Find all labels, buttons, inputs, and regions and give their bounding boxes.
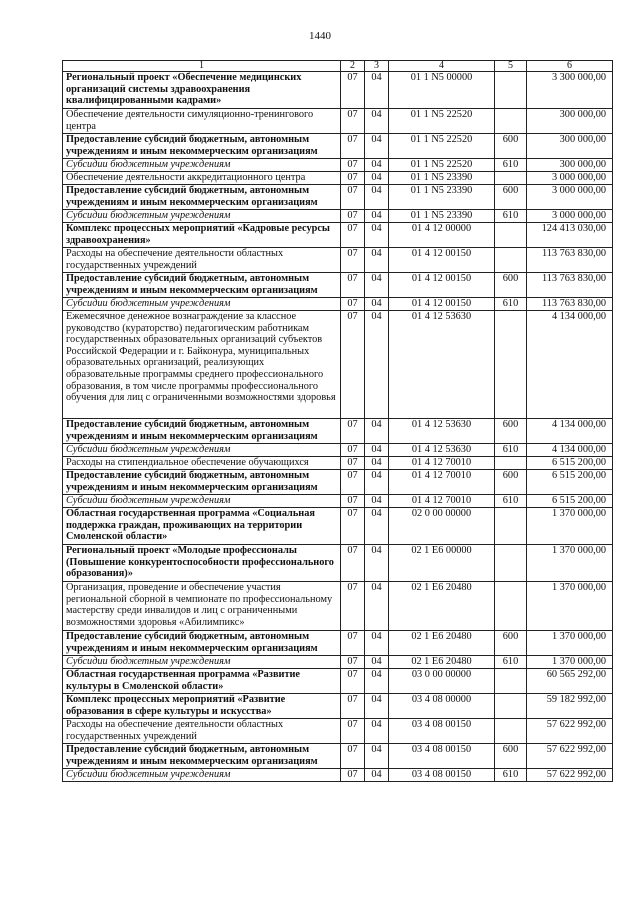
amount-cell: 60 565 292,00 xyxy=(527,669,613,694)
table-row xyxy=(63,631,613,656)
section-code-cell: 07 xyxy=(341,444,365,457)
header-cell-1: 1 xyxy=(63,61,341,72)
target-article-cell: 01 4 12 70010 xyxy=(389,470,495,495)
amount-cell: 300 000,00 xyxy=(527,159,613,172)
section-code-cell: 07 xyxy=(341,744,365,769)
expense-type-cell: 600 xyxy=(495,185,527,210)
expense-type-cell xyxy=(495,72,527,109)
amount-cell: 4 134 000,00 xyxy=(527,444,613,457)
section-code-cell: 07 xyxy=(341,223,365,248)
section-code-cell: 07 xyxy=(341,210,365,223)
table-row xyxy=(63,457,613,470)
expense-type-cell: 610 xyxy=(495,769,527,782)
target-article-cell: 01 4 12 70010 xyxy=(389,457,495,470)
target-article-cell: 01 4 12 70010 xyxy=(389,495,495,508)
target-article-cell: 03 4 08 00000 xyxy=(389,694,495,719)
section-code-cell: 07 xyxy=(341,273,365,298)
target-article-cell: 01 1 N5 22520 xyxy=(389,159,495,172)
expense-type-cell xyxy=(495,248,527,273)
section-code-cell: 07 xyxy=(341,656,365,669)
subsection-code-cell: 04 xyxy=(365,744,389,769)
target-article-cell: 01 4 12 00150 xyxy=(389,248,495,273)
subsection-code-cell: 04 xyxy=(365,185,389,210)
table-row xyxy=(63,444,613,457)
row-name-cell: Расходы на обеспечение деятельности областных государственных учреждений xyxy=(63,248,341,273)
table-row xyxy=(63,694,613,719)
table-row xyxy=(63,582,613,631)
expense-type-cell: 610 xyxy=(495,298,527,311)
amount-cell: 1 370 000,00 xyxy=(527,582,613,631)
amount-cell: 57 622 992,00 xyxy=(527,744,613,769)
row-name-cell: Областная государственная программа «Развитие культуры в Смоленской области» xyxy=(63,669,341,694)
subsection-code-cell: 04 xyxy=(365,508,389,545)
section-code-cell: 07 xyxy=(341,185,365,210)
target-article-cell: 01 4 12 00000 xyxy=(389,223,495,248)
expense-type-cell: 600 xyxy=(495,744,527,769)
section-code-cell: 07 xyxy=(341,508,365,545)
amount-cell: 300 000,00 xyxy=(527,109,613,134)
expense-type-cell: 610 xyxy=(495,159,527,172)
row-name-cell: Предоставление субсидий бюджетным, автономным учреждениям и иным некоммерческим организациям xyxy=(63,134,341,159)
expense-type-cell xyxy=(495,457,527,470)
amount-cell: 113 763 830,00 xyxy=(527,298,613,311)
table-row xyxy=(63,172,613,185)
subsection-code-cell: 04 xyxy=(365,582,389,631)
amount-cell: 6 515 200,00 xyxy=(527,470,613,495)
target-article-cell: 03 0 00 00000 xyxy=(389,669,495,694)
expense-type-cell: 600 xyxy=(495,134,527,159)
row-name-cell: Субсидии бюджетным учреждениям xyxy=(63,444,341,457)
expense-type-cell xyxy=(495,311,527,419)
row-name-cell: Предоставление субсидий бюджетным, автономным учреждениям и иным некоммерческим организациям xyxy=(63,470,341,495)
section-code-cell: 07 xyxy=(341,669,365,694)
amount-cell: 1 370 000,00 xyxy=(527,545,613,582)
subsection-code-cell: 04 xyxy=(365,210,389,223)
amount-cell: 4 134 000,00 xyxy=(527,311,613,419)
amount-cell: 3 300 000,00 xyxy=(527,72,613,109)
section-code-cell: 07 xyxy=(341,159,365,172)
expense-type-cell xyxy=(495,508,527,545)
expense-type-cell xyxy=(495,223,527,248)
header-cell-3: 3 xyxy=(365,61,389,72)
subsection-code-cell: 04 xyxy=(365,457,389,470)
target-article-cell: 02 1 Е6 20480 xyxy=(389,582,495,631)
amount-cell: 3 000 000,00 xyxy=(527,185,613,210)
row-name-cell: Обеспечение деятельности аккредитационного центра xyxy=(63,172,341,185)
expense-type-cell xyxy=(495,719,527,744)
table-row xyxy=(63,134,613,159)
header-cell-2: 2 xyxy=(341,61,365,72)
subsection-code-cell: 04 xyxy=(365,298,389,311)
amount-cell: 3 000 000,00 xyxy=(527,210,613,223)
row-name-cell: Областная государственная программа «Социальная поддержка граждан, проживающих на территории Смоленской области» xyxy=(63,508,341,545)
subsection-code-cell: 04 xyxy=(365,273,389,298)
table-row xyxy=(63,159,613,172)
row-name-cell: Расходы на стипендиальное обеспечение обучающихся xyxy=(63,457,341,470)
expense-type-cell xyxy=(495,109,527,134)
expense-type-cell: 610 xyxy=(495,495,527,508)
section-code-cell: 07 xyxy=(341,248,365,273)
section-code-cell: 07 xyxy=(341,694,365,719)
subsection-code-cell: 04 xyxy=(365,656,389,669)
table-header-row xyxy=(63,61,613,72)
section-code-cell: 07 xyxy=(341,72,365,109)
row-name-cell: Субсидии бюджетным учреждениям xyxy=(63,769,341,782)
target-article-cell: 01 1 N5 23390 xyxy=(389,172,495,185)
subsection-code-cell: 04 xyxy=(365,159,389,172)
expense-type-cell: 600 xyxy=(495,419,527,444)
target-article-cell: 01 1 N5 23390 xyxy=(389,210,495,223)
section-code-cell: 07 xyxy=(341,419,365,444)
amount-cell: 6 515 200,00 xyxy=(527,457,613,470)
amount-cell: 1 370 000,00 xyxy=(527,631,613,656)
subsection-code-cell: 04 xyxy=(365,719,389,744)
amount-cell: 6 515 200,00 xyxy=(527,495,613,508)
amount-cell: 57 622 992,00 xyxy=(527,719,613,744)
table-row xyxy=(63,495,613,508)
section-code-cell: 07 xyxy=(341,719,365,744)
table-row xyxy=(63,185,613,210)
table-row xyxy=(63,223,613,248)
row-name-cell: Ежемесячное денежное вознаграждение за классное руководство (кураторство) педагогическим работникам государственных образовательных организаций субъектов Российской Федерации и г. Байконура, муниципальных образовательных организаций, реализующих образовательные программы среднего профессионального образования, в том числе программы профессионального обучения для лиц с ограниченными возможностями здоровья xyxy=(63,311,341,419)
target-article-cell: 01 1 N5 00000 xyxy=(389,72,495,109)
subsection-code-cell: 04 xyxy=(365,311,389,419)
row-name-cell: Предоставление субсидий бюджетным, автономным учреждениям и иным некоммерческим организациям xyxy=(63,631,341,656)
row-name-cell: Субсидии бюджетным учреждениям xyxy=(63,656,341,669)
header-cell-4: 4 xyxy=(389,61,495,72)
row-name-cell: Предоставление субсидий бюджетным, автономным учреждениям и иным некоммерческим организациям xyxy=(63,185,341,210)
section-code-cell: 07 xyxy=(341,631,365,656)
subsection-code-cell: 04 xyxy=(365,223,389,248)
table-row xyxy=(63,311,613,419)
table-row xyxy=(63,109,613,134)
page-number: 1440 xyxy=(309,30,331,42)
target-article-cell: 01 1 N5 22520 xyxy=(389,109,495,134)
table-row xyxy=(63,298,613,311)
expense-type-cell xyxy=(495,582,527,631)
target-article-cell: 01 4 12 00150 xyxy=(389,298,495,311)
target-article-cell: 03 4 08 00150 xyxy=(389,769,495,782)
amount-cell: 1 370 000,00 xyxy=(527,656,613,669)
subsection-code-cell: 04 xyxy=(365,248,389,273)
subsection-code-cell: 04 xyxy=(365,172,389,185)
subsection-code-cell: 04 xyxy=(365,669,389,694)
section-code-cell: 07 xyxy=(341,457,365,470)
row-name-cell: Субсидии бюджетным учреждениям xyxy=(63,159,341,172)
amount-cell: 59 182 992,00 xyxy=(527,694,613,719)
subsection-code-cell: 04 xyxy=(365,631,389,656)
section-code-cell: 07 xyxy=(341,134,365,159)
row-name-cell: Обеспечение деятельности симуляционно-тренингового центра xyxy=(63,109,341,134)
target-article-cell: 01 4 12 53630 xyxy=(389,419,495,444)
table-row xyxy=(63,656,613,669)
target-article-cell: 01 1 N5 23390 xyxy=(389,185,495,210)
section-code-cell: 07 xyxy=(341,311,365,419)
expense-type-cell xyxy=(495,172,527,185)
amount-cell: 124 413 030,00 xyxy=(527,223,613,248)
target-article-cell: 01 1 N5 22520 xyxy=(389,134,495,159)
amount-cell: 3 000 000,00 xyxy=(527,172,613,185)
row-name-cell: Субсидии бюджетным учреждениям xyxy=(63,298,341,311)
table-row xyxy=(63,248,613,273)
target-article-cell: 03 4 08 00150 xyxy=(389,744,495,769)
amount-cell: 1 370 000,00 xyxy=(527,508,613,545)
row-name-cell: Расходы на обеспечение деятельности областных государственных учреждений xyxy=(63,719,341,744)
header-cell-6: 6 xyxy=(527,61,613,72)
subsection-code-cell: 04 xyxy=(365,109,389,134)
table-row xyxy=(63,744,613,769)
amount-cell: 113 763 830,00 xyxy=(527,273,613,298)
table-row xyxy=(63,669,613,694)
row-name-cell: Предоставление субсидий бюджетным, автономным учреждениям и иным некоммерческим организациям xyxy=(63,744,341,769)
expense-type-cell xyxy=(495,669,527,694)
section-code-cell: 07 xyxy=(341,172,365,185)
section-code-cell: 07 xyxy=(341,470,365,495)
expense-type-cell: 610 xyxy=(495,444,527,457)
table-row xyxy=(63,545,613,582)
amount-cell: 300 000,00 xyxy=(527,134,613,159)
target-article-cell: 01 4 12 53630 xyxy=(389,444,495,457)
target-article-cell: 02 1 Е6 00000 xyxy=(389,545,495,582)
target-article-cell: 02 0 00 00000 xyxy=(389,508,495,545)
table-row xyxy=(63,72,613,109)
expense-type-cell: 610 xyxy=(495,656,527,669)
target-article-cell: 01 4 12 53630 xyxy=(389,311,495,419)
subsection-code-cell: 04 xyxy=(365,769,389,782)
target-article-cell: 02 1 Е6 20480 xyxy=(389,631,495,656)
table-row xyxy=(63,273,613,298)
section-code-cell: 07 xyxy=(341,109,365,134)
expense-type-cell: 600 xyxy=(495,631,527,656)
expense-type-cell: 600 xyxy=(495,470,527,495)
row-name-cell: Комплекс процессных мероприятий «Кадровые ресурсы здравоохранения» xyxy=(63,223,341,248)
section-code-cell: 07 xyxy=(341,769,365,782)
table-row xyxy=(63,419,613,444)
subsection-code-cell: 04 xyxy=(365,545,389,582)
expense-type-cell xyxy=(495,694,527,719)
expense-type-cell xyxy=(495,545,527,582)
subsection-code-cell: 04 xyxy=(365,444,389,457)
amount-cell: 4 134 000,00 xyxy=(527,419,613,444)
subsection-code-cell: 04 xyxy=(365,134,389,159)
subsection-code-cell: 04 xyxy=(365,419,389,444)
subsection-code-cell: 04 xyxy=(365,72,389,109)
table-row xyxy=(63,769,613,782)
section-code-cell: 07 xyxy=(341,582,365,631)
row-name-cell: Комплекс процессных мероприятий «Развитие образования в сфере культуры и искусства» xyxy=(63,694,341,719)
expense-type-cell: 610 xyxy=(495,210,527,223)
section-code-cell: 07 xyxy=(341,298,365,311)
table-row xyxy=(63,719,613,744)
row-name-cell: Организация, проведение и обеспечение участия региональной сборной в чемпионате по профессиональному мастерству среди инвалидов и лиц с ограниченными возможностями здоровья «Абилимпикс» xyxy=(63,582,341,631)
subsection-code-cell: 04 xyxy=(365,470,389,495)
expense-type-cell: 600 xyxy=(495,273,527,298)
table-row xyxy=(63,508,613,545)
section-code-cell: 07 xyxy=(341,495,365,508)
subsection-code-cell: 04 xyxy=(365,694,389,719)
row-name-cell: Предоставление субсидий бюджетным, автономным учреждениям и иным некоммерческим организациям xyxy=(63,273,341,298)
header-cell-5: 5 xyxy=(495,61,527,72)
row-name-cell: Субсидии бюджетным учреждениям xyxy=(63,495,341,508)
amount-cell: 113 763 830,00 xyxy=(527,248,613,273)
table-row xyxy=(63,210,613,223)
section-code-cell: 07 xyxy=(341,545,365,582)
subsection-code-cell: 04 xyxy=(365,495,389,508)
budget-table xyxy=(62,60,613,782)
target-article-cell: 02 1 Е6 20480 xyxy=(389,656,495,669)
target-article-cell: 03 4 08 00150 xyxy=(389,719,495,744)
amount-cell: 57 622 992,00 xyxy=(527,769,613,782)
row-name-cell: Субсидии бюджетным учреждениям xyxy=(63,210,341,223)
target-article-cell: 01 4 12 00150 xyxy=(389,273,495,298)
row-name-cell: Региональный проект «Обеспечение медицинских организаций системы здравоохранения квалифицированными кадрами» xyxy=(63,72,341,109)
row-name-cell: Региональный проект «Молодые профессионалы (Повышение конкурентоспособности профессионального образования)» xyxy=(63,545,341,582)
row-name-cell: Предоставление субсидий бюджетным, автономным учреждениям и иным некоммерческим организациям xyxy=(63,419,341,444)
table-row xyxy=(63,470,613,495)
